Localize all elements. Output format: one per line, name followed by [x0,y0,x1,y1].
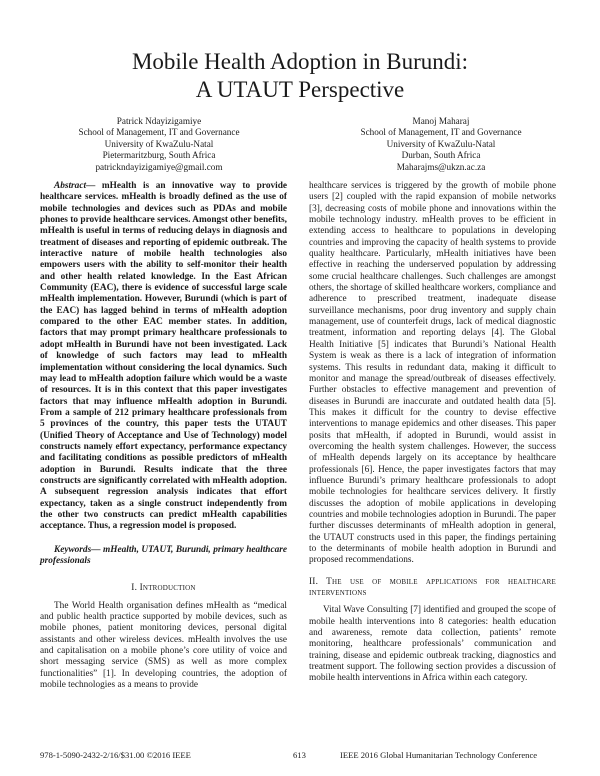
footer-copyright: 978-1-5090-2432-2/16/$31.00 ©2016 IEEE [40,750,191,760]
left-column [40,181,287,691]
footer-page-number: 613 [293,750,306,760]
keywords-text: — mHealth, UTAUT, Burundi, primary healthcare professionals [40,544,287,566]
author-univ: University of KwaZulu-Natal [386,138,496,149]
section-2-heading: II. The use of mobile applications for healthcare interventions [309,576,556,599]
right-column-text: healthcare services is triggered by the growth of mobile phone users [2] coupled with the rapid expansion of mobile networks [3], decreasing costs of mobile phone and innovations within the mobile technology industry. mHealth proves to be efficient in extending access to healthcare to populations in developing countries and improving the capacity of health systems to provide quality healthcare. Particularly, mHealth initiatives have been effective in reaching the underserved population by addressing some crucial healthcare challenges. Such challenges are amongst others, the shortage of skilled healthcare workers, compliance and adherence to prescribed treatment, inadequate disease surveillance mechanisms, poor drug inventory and supply chain management, use of counterfeit drugs, lack of medical diagnostic treatment, information and reporting delays [4]. The Global Health Initiative [5] indicates that Burundi’s National Health System is weak as there is a lack of integration of information systems. This results in redundant data, making it difficult to monitor and manage the spread/outbreak of diseases effectively. Further obstacles to effective management and prevention of diseases in Burundi are inaccurate and outdated health data [5]. This makes it difficult for the country to devise effective interventions to manage epidemics and other diseases. This paper posits that mHealth, if adopted in Burundi, would assist in overcoming the health system challenges. However, the success of mHealth depends largely on its acceptance by healthcare professionals [6]. Hence, the paper investigates factors that may influence Burundi’s primary healthcare professionals to adopt mobile technologies for healthcare services delivery. It firstly discusses the adoption of mobile applications in developing countries and mobile technologies adoption in Burundi. The paper further discusses determinants of mHealth adoption in general, the UTAUT constructs used in this paper, the findings pertaining to the determinants of mobile health adoption in Burundi and proposed recommendations. [309,181,556,566]
abstract-label: Abstract [54,181,87,191]
author-dept: School of Management, IT and Governance [78,127,240,138]
keywords-label: Keywords [54,544,92,555]
author-email: patrickndayizigamiye@gmail.com [95,161,223,172]
author-name: Patrick Ndayizigamiye [116,116,202,126]
section-2-text: Vital Wave Consulting [7] identified and grouped the scope of mobile health interventions into 8 categories: health education and awareness, remote data collection, patients’ remote monitoring, healthcare professionals’ communication and training, disease and epidemic outbreak tracking, diagnostics and treatment support. The following section provides a discussion of mobile health interventions in Africa within each category. [309,605,556,684]
author-dept: School of Management, IT and Governance [360,127,522,138]
author-name: Manoj Maharaj [412,116,470,126]
author-block-2 [326,116,556,173]
author-email: Maharajms@ukzn.ac.za [396,161,486,172]
title-line-2: A UTAUT Perspective [195,77,405,102]
abstract [40,181,287,533]
section-1-heading: I. Introduction [131,583,196,594]
section-1-text: The World Health organisation defines mHealth as “medical and public health practice supported by mobile devices, such as mobile phones, patient monitoring devices, personal digital assistants and other wireless devices. mHealth involves the use and capitalisation on a mobile phone’s core utility of voice and short messaging service (SMS) as well as more complex functionalities” [1]. In developing countries, the adoption of mobile technologies as a means to provide [40,600,287,691]
abstract-text: — mHealth is an innovative way to provide healthcare services. mHealth is broadly defined as the use of mobile technologies and devices such as PDAs and mobile phones to provide healthcare services. Amongst other benefits, mHealth is useful in terms of reducing delays in diagnosis and treatment of diseases and reporting of epidemic outbreak. The interactive nature of mobile health technologies also empowers users with the ability to self-monitor their health and other health related knowledge. In the East African Community (EAC), there is evidence of successful large scale mHealth implementation. However, Burundi (which is part of the EAC) has lagged behind in terms of mHealth adoption compared to the other EAC member states. In addition, factors that may prompt primary healthcare professionals to adopt mHealth in Burundi have not been investigated. Lack of knowledge of such factors may lead to mHealth implementation without considering the local dynamics. Such may lead to mHealth adoption failure which would be a waste of resources. It is in this context that this paper investigates factors that may influence mHealth adoption in Burundi. From a sample of 212 primary healthcare professionals from 5 provinces of the country, this paper tests the UTAUT (Unified Theory of Acceptance and Use of Technology) model constructs namely effort expectancy, performance expectancy and facilitating conditions as possible predictors of mHealth adoption in Burundi. Results indicate that the three constructs are significantly correlated with mHealth adoption. A subsequent regression analysis indicates that effort expectancy, taken as a single construct independently from the other two constructs can predict mHealth capabilities acceptance. Thus, a regression model is proposed. [40,181,287,532]
author-city: Durban, South Africa [401,150,481,161]
title-line-1: Mobile Health Adoption in Burundi: [131,49,469,74]
author-city: Pietermaritzburg, South Africa [102,150,216,161]
footer-conference: IEEE 2016 Global Humanitarian Technology Conference [340,750,538,760]
paper-title [0,48,600,104]
keywords [40,545,287,568]
right-column [309,181,556,685]
author-univ: University of KwaZulu-Natal [104,138,214,149]
author-block-1 [44,116,274,173]
